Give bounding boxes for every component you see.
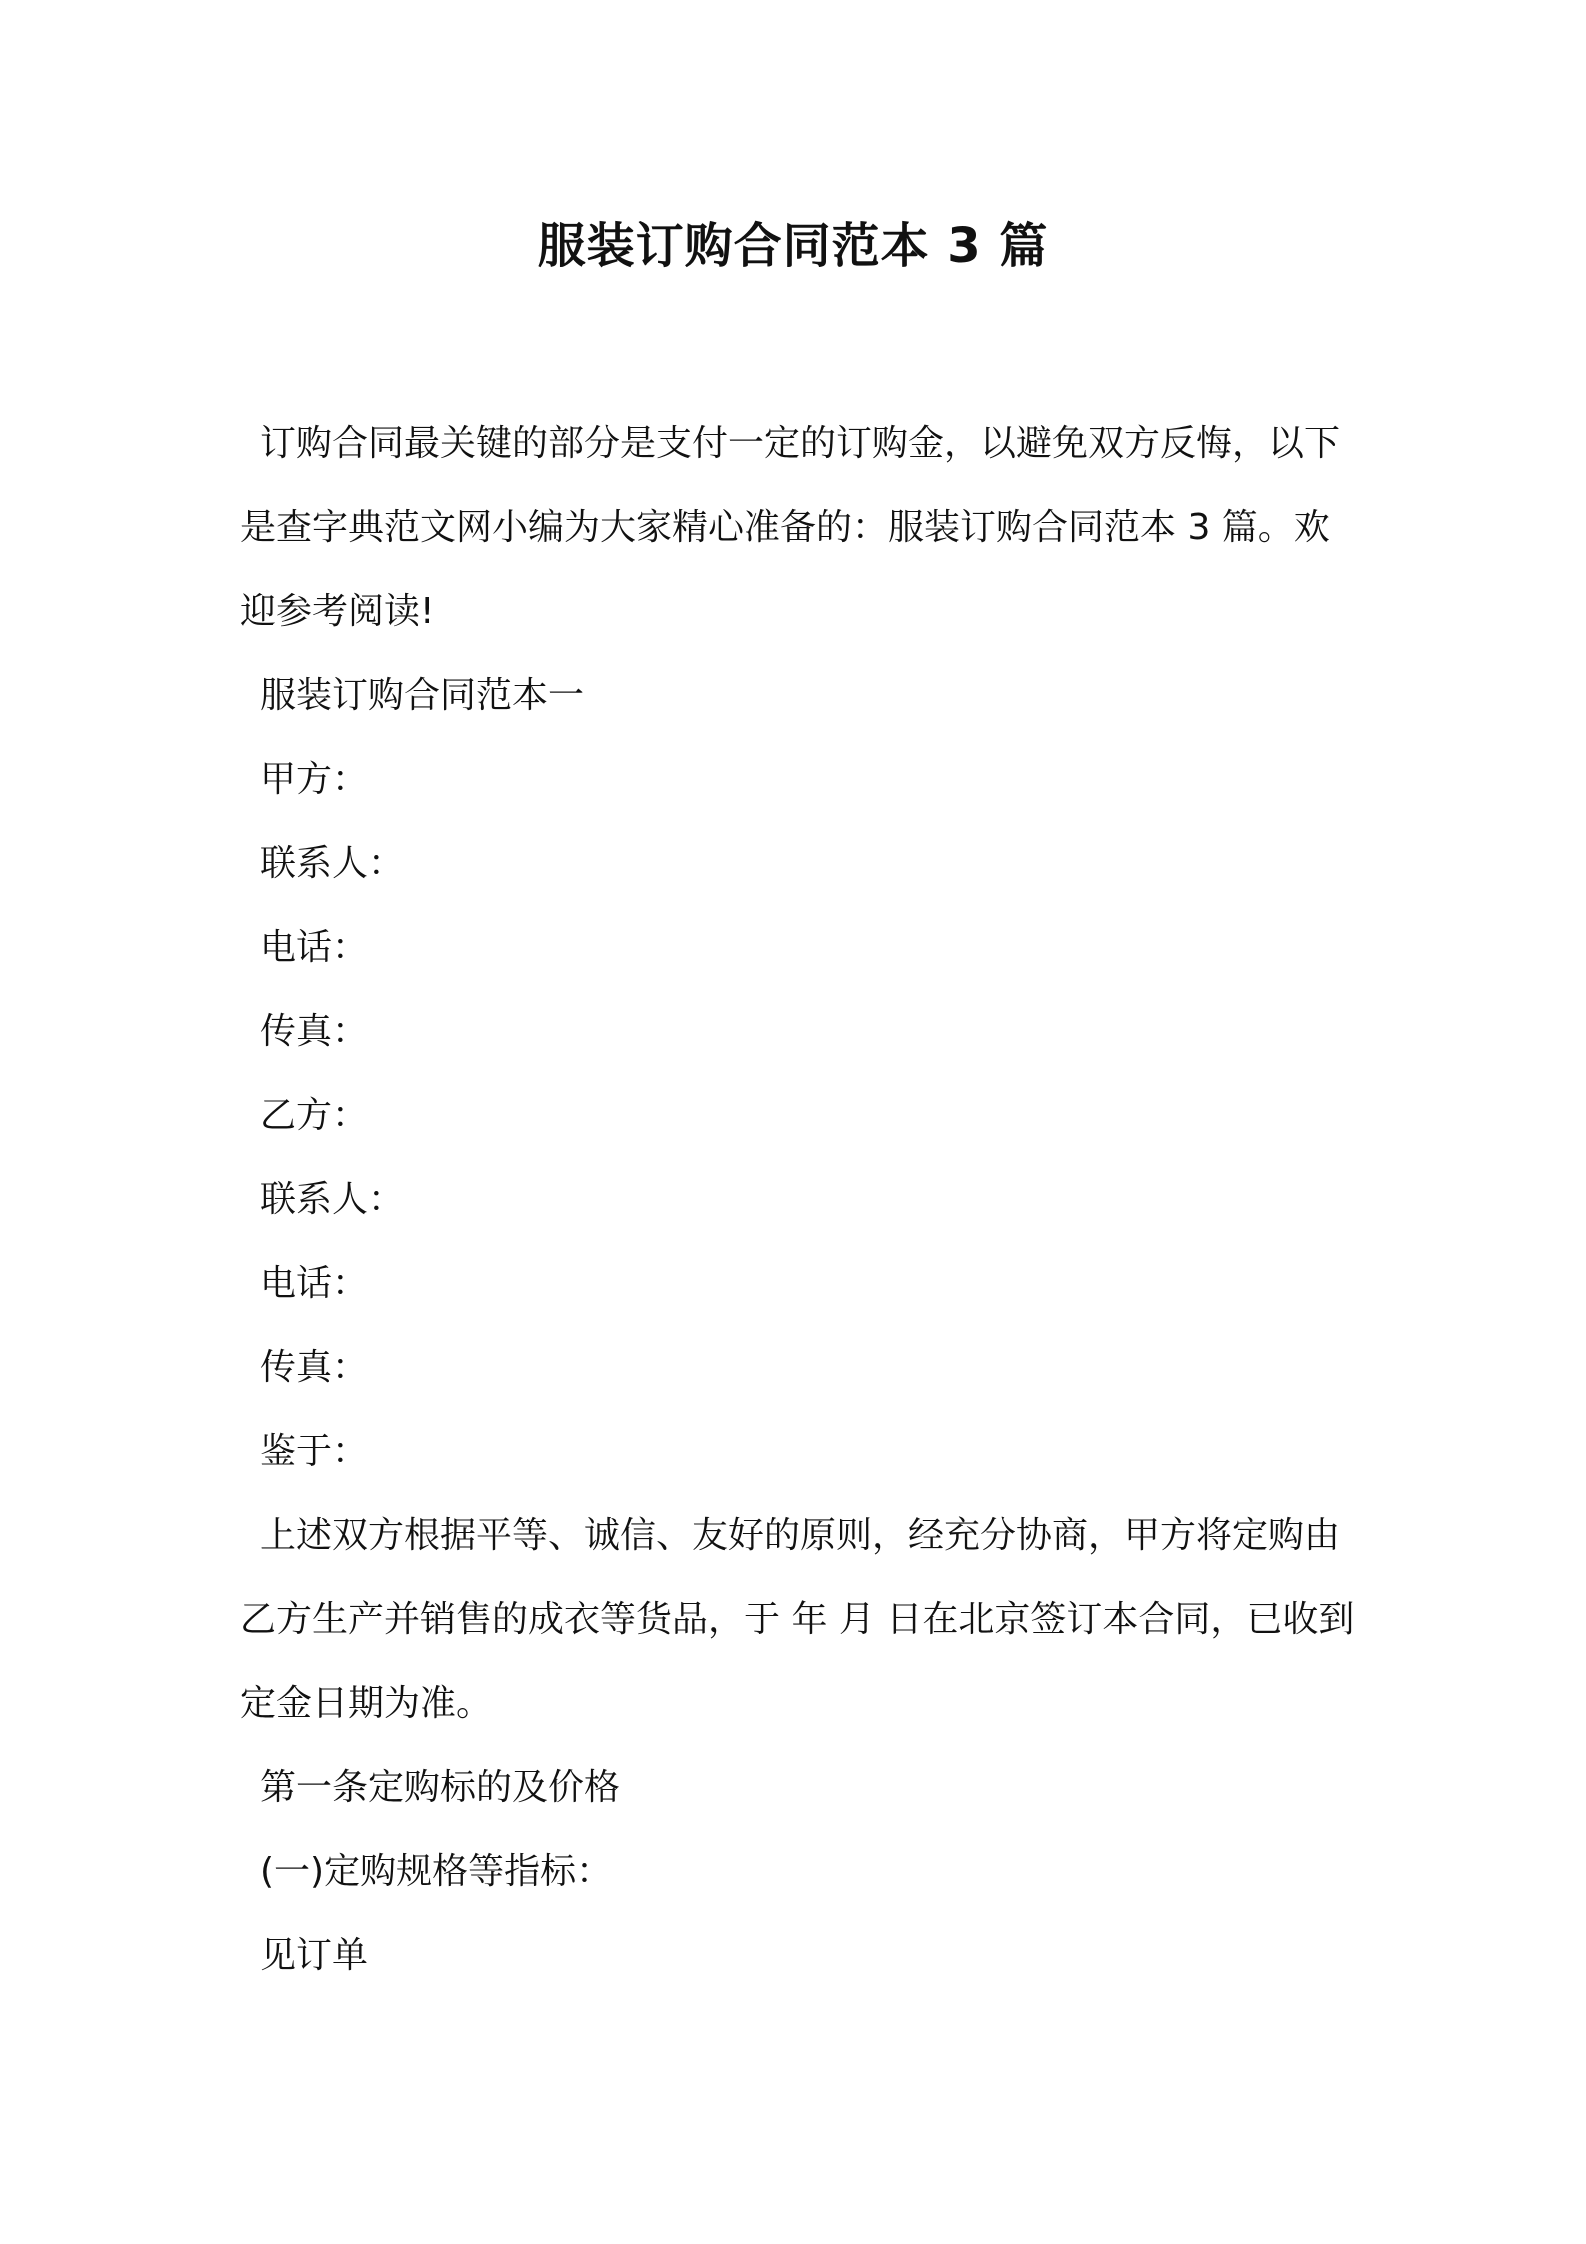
article-1-item-1: (一)定购规格等指标： [260,1851,613,1892]
party-a-phone-field: 电话： [260,927,369,968]
section-title: 服装订购合同范本一 [260,675,585,716]
article-1-title: 第一条定购标的及价格 [260,1767,621,1808]
party-a-contact-field: 联系人： [260,843,405,884]
party-b-fax-field: 传真： [260,1347,369,1388]
document-title: 服装订购合同范本 3 篇 [537,218,1049,274]
whereas-field: 鉴于： [260,1431,369,1472]
party-b-contact-field: 联系人： [260,1179,405,1220]
party-b-field: 乙方： [260,1095,369,1136]
party-a-fax-field: 传真： [260,1011,369,1052]
intro-paragraph: 订购合同最关键的部分是支付一定的订购金，以避免双方反悔，以下是查字典范文网小编为大家精心准备的：服装订购合同范本 3 篇。欢迎参考阅读! [240,423,1341,632]
party-a-field: 甲方： [260,759,369,800]
agreement-paragraph: 上述双方根据平等、诚信、友好的原则，经充分协商，甲方将定购由乙方生产并销售的成衣等货品，于 年 月 日在北京签订本合同，已收到定金日期为准。 [240,1515,1355,1724]
party-b-phone-field: 电话： [260,1263,369,1304]
article-1-item-1-value: 见订单 [260,1935,369,1976]
